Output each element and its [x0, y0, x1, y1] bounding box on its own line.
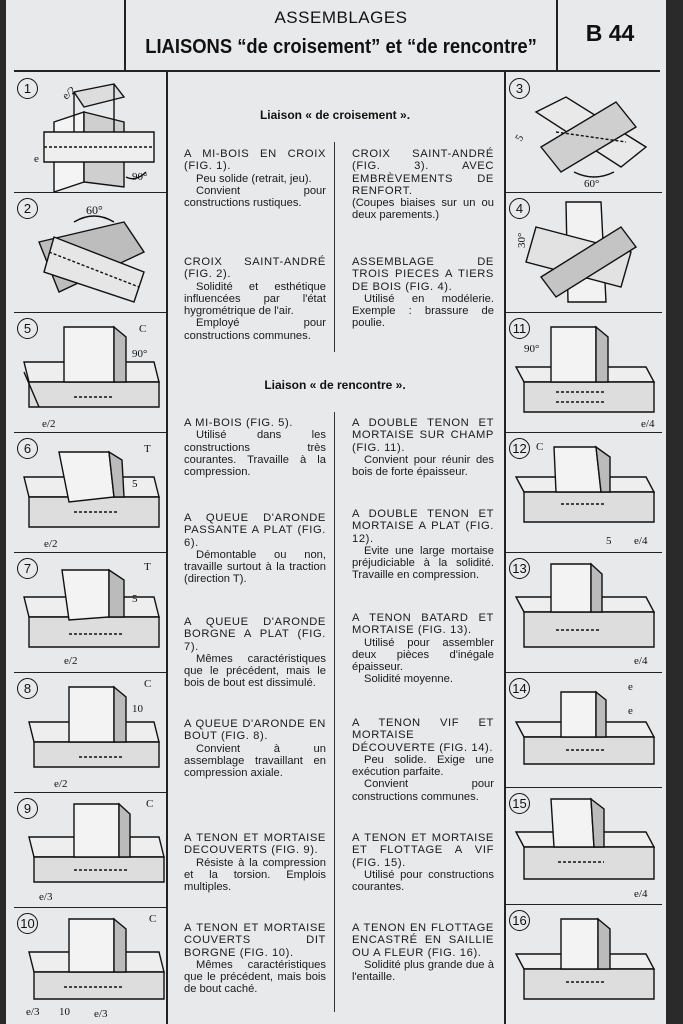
document-page: [6, 0, 666, 1024]
figure-number: 10: [17, 913, 38, 934]
figure-14: [506, 672, 662, 788]
paragraph-heading: A TENON ET MORTAISE COUVERTS DIT BORGNE (FIG. 10).: [184, 922, 326, 959]
svg-text:60°: 60°: [584, 178, 600, 190]
paragraph-heading: A QUEUE D'ARONDE BORGNE A PLAT (FIG. 7).: [184, 616, 326, 653]
header-title-cell: [126, 0, 558, 70]
svg-text:90°: 90°: [132, 171, 148, 183]
text-column: [168, 72, 502, 1024]
svg-text:e: e: [34, 153, 39, 165]
svg-text:e: e: [628, 681, 633, 693]
paragraph-body: Peu solide. Exige une exécution parfaite.: [352, 753, 494, 779]
svg-text:e/2: e/2: [54, 778, 68, 790]
paragraph-body: Peu solide (retrait, jeu).: [196, 172, 312, 185]
paragraph-heading: A QUEUE D'ARONDE PASSANTE A PLAT (FIG. 6).: [184, 512, 326, 549]
left-figure-column: [14, 72, 168, 1024]
paragraph-body: Utilisé pour constructions courantes.: [352, 868, 494, 894]
paragraph-fig-4: [352, 256, 494, 330]
figure-15: [506, 787, 662, 905]
paragraph-fig-1: [184, 148, 326, 209]
paragraph-body: Solidité plus grande due à l'entaille.: [352, 958, 494, 984]
column-divider: [334, 412, 335, 1012]
figure-3: [506, 72, 662, 193]
figure-number: 15: [509, 793, 530, 814]
paragraph-heading: CROIX SAINT-ANDRÉ (FIG. 3). AVEC EMBRÈVEMENTS DE RENFORT.: [352, 148, 494, 197]
figure-number: 11: [509, 318, 530, 339]
paragraph-fig-5: [184, 417, 326, 478]
figure-12: [506, 432, 662, 553]
paragraph-body: Utilisé pour assembler deux pièces d'inégale épaisseur.: [352, 636, 494, 674]
svg-text:10: 10: [132, 703, 143, 715]
sheet-code: B 44: [585, 20, 635, 46]
paragraph-heading: A TENON ET MORTAISE ET FLOTTAGE A VIF (FIG. 15).: [352, 832, 494, 869]
figure-number: 1: [17, 78, 38, 99]
paragraph-heading: A TENON VIF ET MORTAISE DÉCOUVERTE (FIG. 14).: [352, 717, 494, 754]
paragraph-fig-16: [352, 922, 494, 983]
paragraph-body-2: Employé pour constructions communes.: [184, 317, 326, 342]
svg-text:e/2: e/2: [44, 538, 58, 550]
svg-text:90°: 90°: [524, 343, 540, 355]
figure-9: [14, 792, 166, 908]
svg-text:5: 5: [132, 593, 138, 605]
paragraph-heading: A MI-BOIS (FIG. 5).: [184, 417, 293, 429]
paragraph-body: (Coupes biaises sur un ou deux parements.): [352, 197, 494, 222]
svg-text:5: 5: [513, 132, 527, 144]
paragraph-fig-11: [352, 417, 494, 478]
paragraph-heading: CROIX SAINT-ANDRÉ (FIG. 2).: [184, 256, 326, 281]
svg-text:e/2: e/2: [64, 655, 78, 667]
paragraph-heading: A DOUBLE TENON ET MORTAISE SUR CHAMP (FIG. 11).: [352, 417, 494, 454]
paragraph-heading: A MI-BOIS EN CROIX (FIG. 1).: [184, 148, 326, 173]
figure-1: [14, 72, 166, 193]
svg-text:e/3: e/3: [94, 1008, 108, 1020]
paragraph-fig-14: [352, 717, 494, 803]
figure-number: 8: [17, 678, 38, 699]
paragraph-fig-6: [184, 512, 326, 586]
paragraph-body-2: Convient pour constructions rustiques.: [184, 184, 326, 210]
figure-number: 12: [509, 438, 530, 459]
svg-text:e/2: e/2: [60, 84, 79, 103]
paragraph-fig-13: [352, 612, 494, 686]
paragraph-body: Utilisé en modélerie. Exemple : brassure de poulie.: [352, 292, 494, 330]
paragraph-fig-8: [184, 718, 326, 779]
figure-number: 3: [509, 78, 530, 99]
svg-text:e/4: e/4: [634, 888, 648, 900]
svg-text:e/4: e/4: [641, 418, 655, 430]
paragraph-fig-12: [352, 508, 494, 582]
paragraph-body: Convient pour réunir des bois de forte épaisseur.: [352, 453, 494, 479]
figure-4: [506, 192, 662, 313]
page-header: [14, 0, 660, 72]
svg-text:e/4: e/4: [634, 655, 648, 667]
paragraph-body: Evite une large mortaise préjudiciable à la solidité. Travaille en compression.: [352, 544, 494, 582]
svg-text:e/4: e/4: [634, 535, 648, 547]
svg-text:10: 10: [59, 1006, 70, 1018]
paragraph-body: Convient à un assemblage travaillant en compression axiale.: [184, 742, 326, 780]
svg-text:5: 5: [606, 535, 612, 547]
paragraph-heading: ASSEMBLAGE DE TROIS PIECES A TIERS DE BOIS (FIG. 4).: [352, 256, 494, 293]
paragraph-body: Démontable ou non, travaille surtout à la traction (direction T).: [184, 548, 326, 586]
svg-text:e/2: e/2: [42, 418, 56, 430]
svg-text:C: C: [536, 441, 544, 453]
figure-number: 4: [509, 198, 530, 219]
svg-text:T: T: [144, 561, 151, 573]
svg-text:C: C: [149, 913, 157, 925]
paragraph-body: Utilisé dans les constructions très courantes. Travaille à la compression.: [184, 429, 326, 479]
figure-number: 2: [17, 198, 38, 219]
svg-text:C: C: [146, 798, 154, 810]
figure-10: [14, 907, 166, 1024]
paragraph-fig-3: [352, 148, 494, 222]
svg-text:60°: 60°: [86, 203, 103, 217]
svg-text:5: 5: [132, 478, 138, 490]
header-blank-cell: [14, 0, 126, 70]
svg-text:e/3: e/3: [39, 891, 53, 903]
svg-text:e: e: [628, 705, 633, 717]
figure-number: 9: [17, 798, 38, 819]
paragraph-heading: A TENON BATARD ET MORTAISE (FIG. 13).: [352, 612, 494, 637]
column-divider: [334, 142, 335, 352]
figure-number: 5: [17, 318, 38, 339]
paragraph-body: Mêmes caractéristiques que le précédent, mais bois de bout caché.: [184, 958, 326, 996]
paragraph-fig-2: [184, 256, 326, 342]
paragraph-body-2: Solidité moyenne.: [364, 673, 453, 686]
paragraph-heading: A TENON EN FLOTTAGE ENCASTRÉ EN SAILLIE OU A FLEUR (FIG. 16).: [352, 922, 494, 959]
section-title-rencontre: Liaison « de rencontre ».: [264, 378, 406, 392]
paragraph-fig-15: [352, 832, 494, 893]
figure-13: [506, 552, 662, 673]
figure-number: 13: [509, 558, 530, 579]
paragraph-heading: A QUEUE D'ARONDE EN BOUT (FIG. 8).: [184, 718, 326, 743]
header-supertitle: ASSEMBLAGES: [274, 8, 408, 27]
svg-text:90°: 90°: [132, 348, 148, 360]
figure-16: [506, 904, 662, 1024]
svg-text:T: T: [144, 443, 151, 455]
paragraph-body: Solidité et esthétique influencées par l'état hygrométrique de l'air.: [184, 280, 326, 318]
figure-6: [14, 432, 166, 553]
paragraph-heading: A DOUBLE TENON ET MORTAISE A PLAT (FIG. 12).: [352, 508, 494, 545]
svg-text:30°: 30°: [516, 232, 528, 248]
svg-text:e/3: e/3: [26, 1006, 40, 1018]
section-title-croisement: Liaison « de croisement ».: [259, 108, 411, 122]
figure-2: [14, 192, 166, 313]
page-title: LIAISONS “de croisement” et “de rencontre”: [145, 36, 537, 58]
paragraph-fig-10: [184, 922, 326, 996]
figure-number: 16: [509, 910, 530, 931]
figure-8: [14, 672, 166, 793]
figure-number: 7: [17, 558, 38, 579]
paragraph-body: Mêmes caractéristiques que le précédent, mais le bois de bout est dissimulé.: [184, 652, 326, 690]
right-figure-column: [504, 72, 662, 1024]
paragraph-heading: A TENON ET MORTAISE DECOUVERTS (FIG. 9).: [184, 832, 326, 857]
figure-7: [14, 552, 166, 673]
figure-number: 14: [509, 678, 530, 699]
figure-5: [14, 312, 166, 433]
paragraph-body-2: Convient pour constructions communes.: [352, 778, 494, 803]
paragraph-fig-9: [184, 832, 326, 893]
figure-11: [506, 312, 662, 433]
svg-text:C: C: [139, 323, 147, 335]
paragraph-body: Résiste à la compression et la torsion. Emplois multiples.: [184, 856, 326, 894]
paragraph-fig-7: [184, 616, 326, 690]
svg-text:C: C: [144, 678, 152, 690]
figure-number: 6: [17, 438, 38, 459]
